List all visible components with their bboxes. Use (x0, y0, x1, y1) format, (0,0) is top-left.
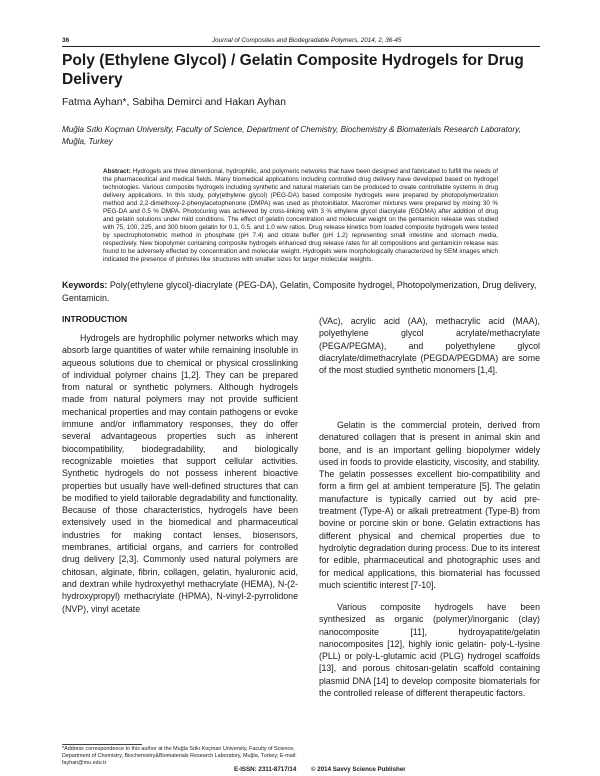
abstract-text: Hydrogels are three dimentional, hydrophilic, and polymeric networks that have been designed and fabricated to fulfill the needs of the pharmaceutical and medical fields. Many biomedical applications including controlled drug delivery have developed based on hydrogel technologies. Various composite hydrogels including synthetic and natural materials can be produced to create controllable systems in drug delivery applications. In this study, poly(ethylene glycol) (PEG-DA) based composite hydrogels were prepared by photopolymerization method and 2,2-dimethoxy-2-phenylacetophenone (DMPA) was used as photoinitiator. Macromer mixtures were prepared by mixing 30 % PEG-DA and 0.5 % DMPA. Photocuring was achieved by cross-linking with 3 % ethylene glycol diacrylate (EGDMA) after addition of drug and gelatin solutions under mild conditions. The effect of gelatin concentration and molecular weight on the gentamicin release was studied with 75, 100, 225, and 300 bloom gelatin for 0.1, 0.5, and 1.0 w/w ratios. Drug release kinetics from loaded composite hydrogels were tested by spectrophotometric method in phosphate (pH 7.4) and citrate buffer (pH 1.2) representing small intestine and stomach media, respectively. New biopolymer containing composite hydrogels enhanced drug release rates for all compositions and gentamicin release was found to be adversely effected by concentration and molecular weight. Hydrogels were morphologically characterized by SEM images which indicated the presence of pinholes like structures with smaller sizes for larger molecular weights. (103, 168, 498, 263)
journal-header: Journal of Composites and Biodegradable Polymers, 2014, 2, 36-45 (212, 37, 402, 44)
correspondence-footnote: *Address correspondence to this author at the Muğla Sıtkı Koçman University, Faculty of Science, Department of Chemistry, Biochemistry&Biomaterials Research Laboratory, Muğla, Turkey; E-mail: fayhan@mu.edu.tr (62, 746, 297, 766)
footnote-rule (62, 744, 142, 745)
abstract-label: Abstract: (103, 168, 131, 175)
paper-title: Poly (Ethylene Glycol) / Gelatin Composite Hydrogels for Drug Delivery (62, 52, 524, 88)
intro-paragraph-4: Various composite hydrogels have been synthesized as organic (polymer)/inorganic (clay) nanocomposite [11], hydroyapatite/gelatin nanocomposites [12], highly ionic gelatin- poly-L-lysine (PLL) or poly-L-glutamic acid (PLG) hydrogel scaffolds [13], and porous chitosan-gelatin scaffold containing plasmid DNA [14] to develop composite biomaterials for the controlled release of different therapeutic factors. (319, 602, 540, 699)
intro-paragraph-2: (VAc), acrylic acid (AA), methacrylic acid (MAA), polyethylene glycol acrylate/methacrylate (PEGA/PEGMA), and polyethylene glycol diacrylate/dimethacrylate (PEGDA/PEGDMA) are some of the most studied synthetic monomers [1,4]. (319, 316, 540, 376)
keywords-label: Keywords: (62, 280, 108, 290)
section-heading-introduction: INTRODUCTION (62, 314, 128, 324)
authors: Fatma Ayhan*, Sabiha Demirci and Hakan Ayhan (62, 97, 286, 108)
footer-issn: E-ISSN: 2311-8717/14 (234, 766, 297, 773)
affiliation: Muğla Sıtkı Koçman University, Faculty of Science, Department of Chemistry, Biochemistry & Biomaterials Research Laboratory, Muğla, Turkey (62, 125, 521, 146)
keywords (62, 279, 540, 304)
keywords-text: Poly(ethylene glycol)-diacrylate (PEG-DA), Gelatin, Composite hydrogel, Photopolymerization, Drug delivery, Gentamicin. (62, 280, 537, 303)
abstract (103, 168, 498, 264)
intro-paragraph-1: Hydrogels are hydrophilic polymer networks which may absorb large quantities of water while remaining insoluble in aqueous solutions due to chemical or physical crosslinking of individual polymer chains [1,2]. They can be prepared from natural or synthetic polymers. Although hydrogels made from natural polymers may not provide sufficient mechanical properties and may contain pathogens or evoke immune and/or inflammatory responses, they do offer several advantageous properties such as inherent biocompatibility, biodegradability, and biologically recognizable moieties that support cellular activities. Synthetic hydrogels do not possess inherent bioactive properties but usually have well-defined structures that can be modified to yield tailorable degradability and functionality. Because of those characteristics, hydrogels have been extensively used in the biomedical and pharmaceutical industries for making contact lenses, biosensors, membranes, artificial organs, and carriers for controlled drug delivery [2,3]. Commonly used natural polymers are chitosan, alginate, fibrin, collagen, gelatin, hyaluronic acid, and dextran while hydroxyethyl methacrylate (HEMA), N-(2-hydroxypropyl) methacrylate (HPMA), N-vinyl-2-pyrrolidone (NVP), vinyl acetate (62, 333, 298, 614)
intro-paragraph-3: Gelatin is the commercial protein, derived from denatured collagen that is present in animal skin and bone, and is an important gelling biopolymer widely used in foods to provide elasticity, viscosity, and stability. The gelatin possesses excellent bio-compatibility and form a firm gel at ambient temperature [5]. The gelatin manufacture is typically carried out by acid pre-treatment (Type-A) or alkali pretreatment (Type-B) from bovine or porcine skin or bone. Gelatin extractions has different physical and chemical properties due to hydrolytic degradation during process. Due to its interest for edible, pharmaceutical and photographic uses and for medical applications, this biomaterial has focussed much scientific interest [7-10]. (319, 420, 540, 590)
header-rule (62, 46, 540, 47)
page-number: 36 (62, 37, 70, 44)
footer-publisher: © 2014 Savvy Science Publisher (311, 766, 406, 773)
